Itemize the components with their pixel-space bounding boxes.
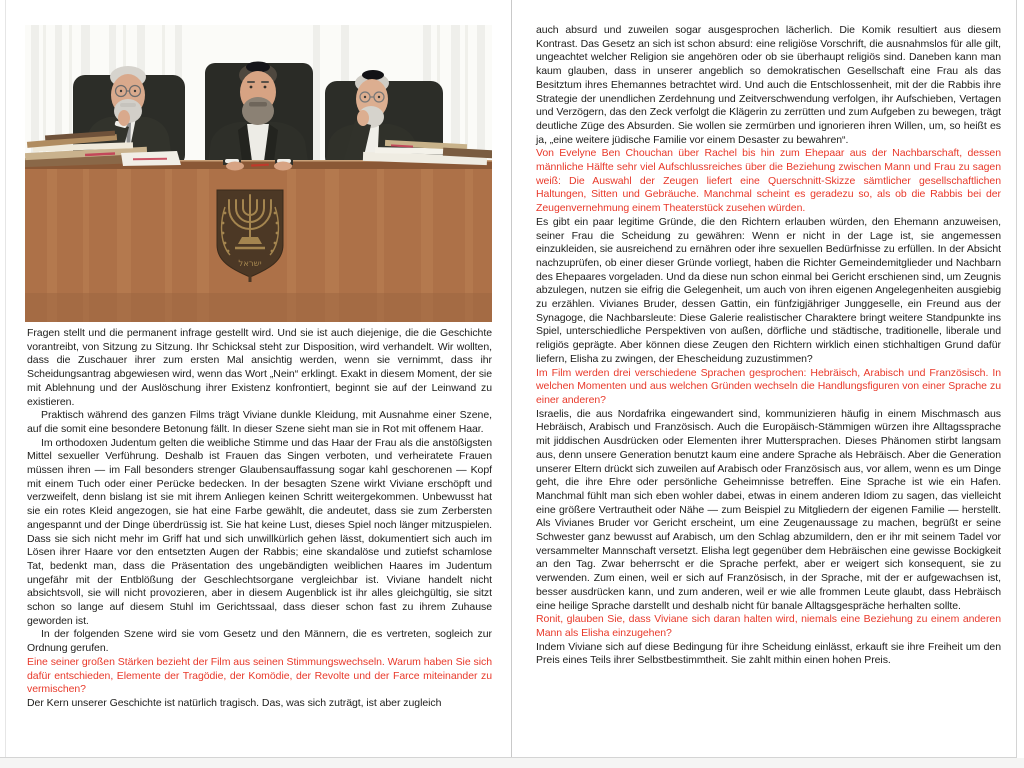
page-edge-left bbox=[5, 0, 6, 758]
interview-question: Im Film werden drei verschiedene Sprachen gesprochen: Hebräisch, Arabisch und Französisch. In welchen Momenten und aus welchen Gründen wechseln die Handlungsfiguren von einer Sprache zu einer anderen? bbox=[536, 366, 1001, 406]
right-text-column bbox=[536, 24, 1001, 668]
paragraph-answer: Israelis, die aus Nordafrika eingewandert sind, kommunizieren häufig in einem Mischmasch aus Hebräisch, Arabisch und Französisch. Auch die Europäisch-Stämmigen würzen ihre Alltagssprache mit jiddischen Ausdrücken oder Elementen ihrer Muttersprachen. Dieses Phänomen stirbt langsam aus, denn unsere Generation benutzt kaum eine andere Sprache als Hebräisch. Aber die Generation unserer Eltern drückt sich zuweilen auf Arabisch oder Französisch aus, vor allem, wenn es um Dinge geht, die ihre Ehre oder persönliche Geheimnisse betreffen. Eine Sprache ist wie ein Hafen. Manchmal fühlt man sich eben wohler dabei, etwas in einem anderen Idiom zu sagen, das vielleicht eine größere Vertrautheit oder Nähe — zum Beispiel zu Mitgliedern der eigenen Familie — herstellt. Als Vivianes Bruder vor Gericht erscheint, um eine Zeugenaussage zu machen, begrüßt er seine Schwester ganz bewusst auf Arabisch, um den Schlag abzumildern, den er ihr mit seinem Tadel vor versammelter Mannschaft versetzt. Elisha legt gegenüber dem Hebräischen eine gewisse Bockigkeit an den Tag. Zwar beherrscht er die Sprache perfekt, aber er weigert sich konsequent, sie zu verwenden. Zum einen, weil er sich auf Französisch, in der Sprache, mit der er aufgewachsen ist, besser ausdrücken kann, und zum anderen, weil er wie alle frommen Leute glaubt, dass Hebräisch eine heilige Sprache darstellt und deshalb nicht für banale Alltagsgespräche herhalten sollte. bbox=[536, 407, 1001, 612]
interview-question: Von Evelyne Ben Chouchan über Rachel bis hin zum Ehepaar aus der Nachbarschaft, dessen männliche Hälfte sehr viel Aufschlussreiches über die Beziehung zwischen Mann und Frau zu sagen weiß: Die Auswahl der Zeugen liefert eine Querschnitt-Skizze sämtlicher gesellschaftlichen Haltungen, Sitten und Gebräuche. Manchmal scheint es geradezu so, als ob die Rabbis bei der Zeugenvernehmung einem Theaterstück zusehen würden. bbox=[536, 147, 1001, 215]
page-gutter-divider bbox=[511, 0, 512, 758]
emblem-hebrew-text: ישראל bbox=[238, 259, 262, 269]
paragraph-answer-continuation: auch absurd und zuweilen sogar ausgesprochen lächerlich. Die Komik resultiert aus diesem Kontrast. Das Gesetz an sich ist schon absurd: eine religiöse Vorschrift, die ausnahmslos für alle gilt, ungeachtet welcher Religion sie angehören oder ob sie überhaupt religiös sind. Daneben kann man kaum glauben, dass in unserer angeblich so demokratischen Gesellschaft eine Frau als das Besitztum ihres Ehemannes betrachtet wird. Und auch die Entschlossenheit, mit der die Rabbis ihre Strategie der unendlichen Zerdehnung und Zeitverschwendung verfolgen, ihr Aufschieben, Vertagen und Verzögern, das den Zeck verfolgt die Klägerin zu zerrütten und zum Aufgeben zu bewegen, trägt deutliche Züge des Absurden. Sie wollen sie zermürben und ignorieren ihren Willen, um, so heißt es ja, „eine weitere jüdische Familie vor einem Desaster zu bewahren“. bbox=[536, 24, 1001, 146]
rabbinical-court-illustration bbox=[25, 25, 492, 322]
paragraph: In der folgenden Szene wird sie vom Gesetz und den Männern, die es vertreten, sogleich zur Ordnung gerufen. bbox=[27, 628, 492, 655]
interview-question: Ronit, glauben Sie, dass Viviane sich daran halten wird, niemals eine Beziehung zu einem anderen Mann als Elisha einzugehen? bbox=[536, 613, 1001, 639]
page-margin-strip bbox=[0, 758, 1024, 768]
left-text-column bbox=[27, 327, 492, 711]
interview-question: Eine seiner großen Stärken bezieht der Film aus seinen Stimmungswechseln. Warum haben Sie sich dafür entschieden, Elemente der Tragödie, der Komödie, der Revolte und der Farce miteinander zu vermischen? bbox=[27, 655, 492, 696]
paragraph-answer: Es gibt ein paar legitime Gründe, die den Richtern erlauben würden, den Ehemann anzuweisen, seiner Frau die Scheidung zu gewähren: Wenn er nicht in der Lage ist, sie angemessen einzukleiden, sie ausreichend zu ernähren oder ihre sexuellen Bedürfnisse zu erfüllen. In der Absicht nachzuprüfen, ob einer dieser Gründe vorliegt, haben die Richter Gemeindemitglieder und Nachbarn des Ehepaares vorgeladen. Und da diese nun schon einmal bei Gericht erschienen sind, um Zeugnis abzulegen, nutzen sie eifrig die Gelegenheit, um auch von ihren eigenen Angelegenheiten ausgiebig zu erzählen. Vivianes Bruder, dessen Gattin, ein fünfzigjähriger Junggeselle, ein Freund aus der Synagoge, die Nachbarsleute: Diese Galerie realistischer Charaktere bringt weitere Standpunkte ins Spiel, unterschiedliche Perspektiven von außen, dörfliche und städtische, traditionelle, liberale und religiös geprägte. Aber können diese Zeugen den Richtern wirklich einen stichhaltigen Grund dafür liefern, Elisha zu zwingen, der Ehescheidung zuzustimmen? bbox=[536, 215, 1001, 365]
menorah-base bbox=[238, 237, 262, 244]
paragraph-answer: Indem Viviane sich auf diese Bedingung für ihre Scheidung einlässt, erkauft sie ihre Freiheit um den Preis eines Teils ihrer Selbstbestimmtheit. Sie zahlt mithin einen hohen Preis. bbox=[536, 640, 1001, 667]
paragraph: Im orthodoxen Judentum gelten die weibliche Stimme und das Haar der Frau als die anstößigsten Mittel sexueller Verführung. Deshalb ist Frauen das Singen verboten, und verheiratete Frauen müssen ihren — im Fall besonders strenger Glaubensauffassung sogar kahl geschorenen — Kopf mit einem Tuch oder einer Perücke bedecken. In der besagten Szene wirkt Viviane erschöpft und verzweifelt, denn bislang ist sie mit ihrem Anliegen keinen Schritt weitergekommen. Unbewusst hat sie ein rotes Kleid angezogen, sie hat eine Farbe gewählt, die andeutet, dass sie zum Zerbersten angespannt und der Dinge überdrüssig ist. Sie hat keine Lust, dieses Spiel noch länger mitzuspielen. Dass sie sich nicht mehr im Griff hat und sich unwillkürlich gehen lässt, dokumentiert sich auch im Lösen ihrer Haare vor den entsetzten Augen der Rabbis; eine skandalöse und zutiefst schamlose Tat, bedenkt man, dass die Präsentation des ungebändigten weiblichen Haares im Judentum ungefähr mit der Entblößung der Geschlechtsorgane vergleichbar ist. Viviane handelt nicht absichtsvoll, sie will nicht provozieren, aber in diesem Augenblick ist ihr alles gleichgültig, sie sitzt schon so lange auf diesem Stuhl im Gerichtssaal, dass dieser schon fast zu ihrem Zuhause geworden ist. bbox=[27, 436, 492, 627]
paragraph: Praktisch während des ganzen Films trägt Viviane dunkle Kleidung, mit Ausnahme einer Szene, auf die somit eine besondere Betonung fällt. In dieser Szene sieht man sie in Rot mit offenem Haar. bbox=[27, 409, 492, 435]
paragraph-answer-continuation: Fragen stellt und die permanent infrage gestellt wird. Und sie ist auch diejenige, die die Geschichte vorantreibt, von Sitzung zu Sitzung. Ihr Schicksal steht zur Disposition, wird verhandelt. Wir wollten, dass die Zuschauer ihrer zum ersten Mal ansichtig werden, wenn sie vernimmt, dass ihr Scheidungsantrag abgewiesen wird, wenn das Wort „Nein“ erklingt. Exakt in diesem Moment, der sie mit Ablehnung und der Auslöschung ihrer Existenz konfrontiert, beginnt sie auf der Leinwand zu existieren. bbox=[27, 327, 492, 408]
paragraph-answer-start: Der Kern unserer Geschichte ist natürlich tragisch. Das, was sich zuträgt, ist aber zugleich bbox=[27, 696, 442, 709]
page-edge-right bbox=[1016, 0, 1017, 758]
courtroom-photo bbox=[25, 25, 492, 322]
